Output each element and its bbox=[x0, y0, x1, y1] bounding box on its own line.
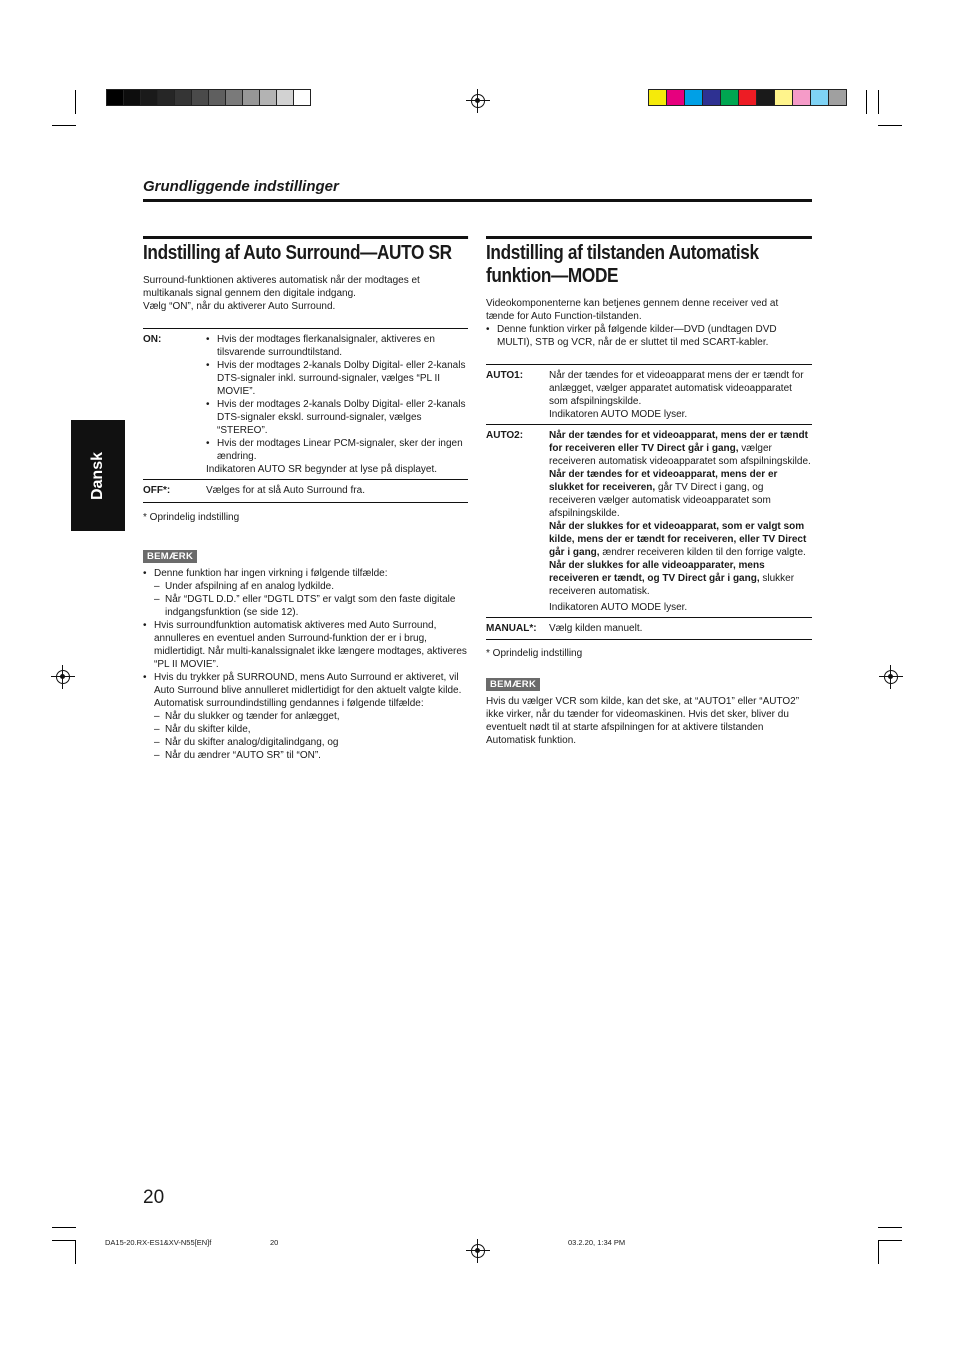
list-item: – Når du skifter analog/digitalindgang, og bbox=[154, 736, 468, 749]
table-row-auto2: AUTO2: Når der tændes for et videoapparat, mens der er tændt for receiveren eller TV Direct går i gang, vælger receiveren automatisk videoapparatet som afspilningskilde. Når der tændes for et videoapparat, mens der er slukket for receiveren, går TV Direct i gang, og receiveren vælger automatisk videoapparatet som afspilningskilde. Når der slukkes for et videoapparat, som er valgt som kilde, mens der er tændt for receiveren, eller TV Direct går i gang, ændrer receiveren kilden til den forrige valgte. Når der slukkes for alle videoapparater, mens receiveren er tændt, og TV Direct går i gang, slukker receiveren automatisk. Indikatoren AUTO MODE lyser. bbox=[486, 425, 812, 618]
left-column bbox=[143, 236, 468, 762]
left-intro: Surround-funktionen aktiveres automatisk når der modtages et multikanals signal gennem den digitale indgang. Vælg “ON”, når du aktiverer Auto Surround. bbox=[143, 275, 420, 312]
list-item: • Hvis der modtages 2-kanals Dolby Digital- eller 2-kanals DTS-signaler ekskl. surround-signaler, vælges “STEREO”. bbox=[206, 398, 468, 437]
list-item: • Denne funktion virker på følgende kilder—DVD (undtagen DVD MULTI), STB og VCR, når de er sluttet til med SCART-kabler. bbox=[486, 323, 812, 349]
right-title: Indstilling af tilstanden Automatisk funktion—MODE bbox=[486, 236, 812, 288]
color-swatch bbox=[242, 89, 260, 106]
color-swatch bbox=[648, 89, 667, 106]
crop-mark bbox=[878, 90, 879, 114]
page-number: 20 bbox=[143, 1187, 165, 1208]
auto2-key: AUTO2: bbox=[486, 430, 524, 441]
color-swatch bbox=[738, 89, 757, 106]
footer-page: 20 bbox=[270, 1238, 279, 1247]
registration-mark-icon bbox=[56, 670, 70, 684]
color-swatch bbox=[208, 89, 226, 106]
section-header: Grundliggende indstillinger bbox=[143, 178, 812, 202]
language-tab bbox=[71, 420, 125, 531]
footer-file: DA15-20.RX-ES1&XV-N55[EN]f bbox=[105, 1238, 212, 1247]
manual-key: MANUAL*: bbox=[486, 623, 537, 634]
registration-mark-icon bbox=[884, 670, 898, 684]
list-item: – Under afspilning af en analog lydkilde. bbox=[154, 580, 468, 593]
list-item: • Hvis der modtages flerkanalsignaler, aktiveres en tilsvarende surroundtilstand. bbox=[206, 333, 468, 359]
table-row-on bbox=[143, 329, 468, 480]
color-swatch bbox=[792, 89, 811, 106]
color-swatch bbox=[276, 89, 294, 106]
crop-mark bbox=[52, 125, 76, 126]
left-note bbox=[143, 546, 468, 762]
color-swatch bbox=[140, 89, 158, 106]
table-row-manual bbox=[486, 618, 812, 640]
color-swatch bbox=[174, 89, 192, 106]
color-swatch bbox=[259, 89, 277, 106]
auto1-key: AUTO1: bbox=[486, 370, 524, 381]
crop-mark bbox=[878, 1240, 879, 1264]
color-swatch bbox=[810, 89, 829, 106]
crop-mark bbox=[866, 90, 867, 114]
note-text: Hvis du vælger VCR som kilde, kan det ske, at “AUTO1” eller “AUTO2” ikke virker, når du tænder for videomaskinen. Hvis det sker, bliver du eventuelt nødt til at starte afspilningen for at aktivere tilstanden Automatisk funktion. bbox=[486, 696, 800, 746]
crop-mark bbox=[52, 1240, 76, 1241]
registration-mark-icon bbox=[471, 94, 485, 108]
note-badge: BEMÆRK bbox=[143, 550, 197, 563]
off-value: Vælges for at slå Auto Surround fra. bbox=[206, 485, 365, 496]
auto-sr-table bbox=[143, 328, 468, 503]
color-swatch bbox=[684, 89, 703, 106]
color-swatch bbox=[720, 89, 739, 106]
footer-date: 03.2.20, 1:34 PM bbox=[568, 1238, 626, 1247]
crop-mark bbox=[75, 1240, 76, 1264]
right-note bbox=[486, 674, 812, 747]
mode-table bbox=[486, 364, 812, 640]
list-item: • Hvis der modtages Linear PCM-signaler, sker der ingen ændring. bbox=[206, 437, 468, 463]
auto1-note: Indikatoren AUTO MODE lyser. bbox=[549, 409, 688, 420]
color-swatch bbox=[774, 89, 793, 106]
off-key: OFF*: bbox=[143, 485, 171, 496]
registration-mark-icon bbox=[471, 1244, 485, 1258]
table-row-off bbox=[143, 480, 468, 503]
list-item: – Når “DGTL D.D.” eller “DGTL DTS” er valgt som den faste digitale indgangsfunktion (se side 12). bbox=[154, 593, 468, 619]
crop-mark bbox=[878, 1240, 902, 1241]
list-item: – Når du skifter kilde, bbox=[154, 723, 468, 736]
color-swatch bbox=[106, 89, 124, 106]
color-swatch bbox=[666, 89, 685, 106]
crop-mark bbox=[878, 1227, 902, 1228]
crop-mark bbox=[75, 90, 76, 114]
on-indicator-note: Indikatoren AUTO SR begynder at lyse på displayet. bbox=[206, 464, 438, 475]
left-title: Indstilling af Auto Surround—AUTO SR bbox=[143, 236, 468, 265]
color-swatch bbox=[157, 89, 175, 106]
color-swatch bbox=[756, 89, 775, 106]
color-swatch bbox=[225, 89, 243, 106]
on-list bbox=[206, 333, 468, 463]
note-list: • Denne funktion har ingen virkning i følgende tilfælde: – Under afspilning af en analog lydkilde. – Når “DGTL D.D.” eller “DGTL DTS” er valgt som den faste digitale indgangsfunktion (se side 12). • Hvis surroundfunktion automatisk aktiveres med Auto Surround, annulleres en eventuel anden Surround-funktion der er i brug, midlertidigt. Når multi-kanalssignalet ikke længere modtages, aktiveres “PL II MOVIE”. • Hvis du trykker på SURROUND, mens Auto Surround er aktiveret, vil Auto Surround blive annulleret midlertidigt for den aktuelt valgte kilde. Automatisk surroundindstilling gendannes i følgende tilfælde: – Når du slukker og tænder for anlægget, – Når du skifter kilde, – Når du skifter analog/digitalindgang, og – Når du ændrer “AUTO SR” til “ON”. bbox=[143, 567, 468, 762]
language-tab-label: Dansk bbox=[89, 451, 106, 500]
list-item: – Når du ændrer “AUTO SR” til “ON”. bbox=[154, 749, 468, 762]
list-item: – Når du slukker og tænder for anlægget, bbox=[154, 710, 468, 723]
color-swatch bbox=[293, 89, 311, 106]
auto1-text: Når der tændes for et videoapparat mens der er tændt for anlægget, vælger apparatet automatisk videoapparatet som afspilningskilde. bbox=[549, 370, 804, 407]
note-badge: BEMÆRK bbox=[486, 678, 540, 691]
auto2-note: Indikatoren AUTO MODE lyser. bbox=[549, 602, 688, 613]
right-intro: Videokomponenterne kan betjenes gennem denne receiver ved at tænde for Auto Function-tilstanden. • Denne funktion virker på følgende kilder—DVD (undtagen DVD MULTI), STB og VCR, når de er sluttet til med SCART-kabler. bbox=[486, 297, 812, 349]
manual-value: Vælg kilden manuelt. bbox=[549, 623, 643, 634]
table-row-auto1 bbox=[486, 365, 812, 425]
list-item: • Hvis der modtages 2-kanals Dolby Digital- eller 2-kanals DTS-signaler inkl. surround-signaler, vælges “PL II MOVIE”. bbox=[206, 359, 468, 398]
crop-mark bbox=[52, 1227, 76, 1228]
on-key: ON: bbox=[143, 334, 162, 345]
right-footnote: * Oprindelig indstilling bbox=[486, 648, 583, 659]
left-footnote: * Oprindelig indstilling bbox=[143, 512, 240, 523]
list-item: • Hvis surroundfunktion automatisk aktiveres med Auto Surround, annulleres en eventuel anden Surround-funktion der er i brug, midlertidigt. Når multi-kanalssignalet ikke længere modtages, aktiveres “PL II MOVIE”. bbox=[143, 619, 468, 671]
color-swatch bbox=[123, 89, 141, 106]
right-column bbox=[486, 236, 812, 747]
crop-mark bbox=[878, 125, 902, 126]
color-swatch bbox=[191, 89, 209, 106]
color-swatch bbox=[828, 89, 847, 106]
color-swatch bbox=[702, 89, 721, 106]
